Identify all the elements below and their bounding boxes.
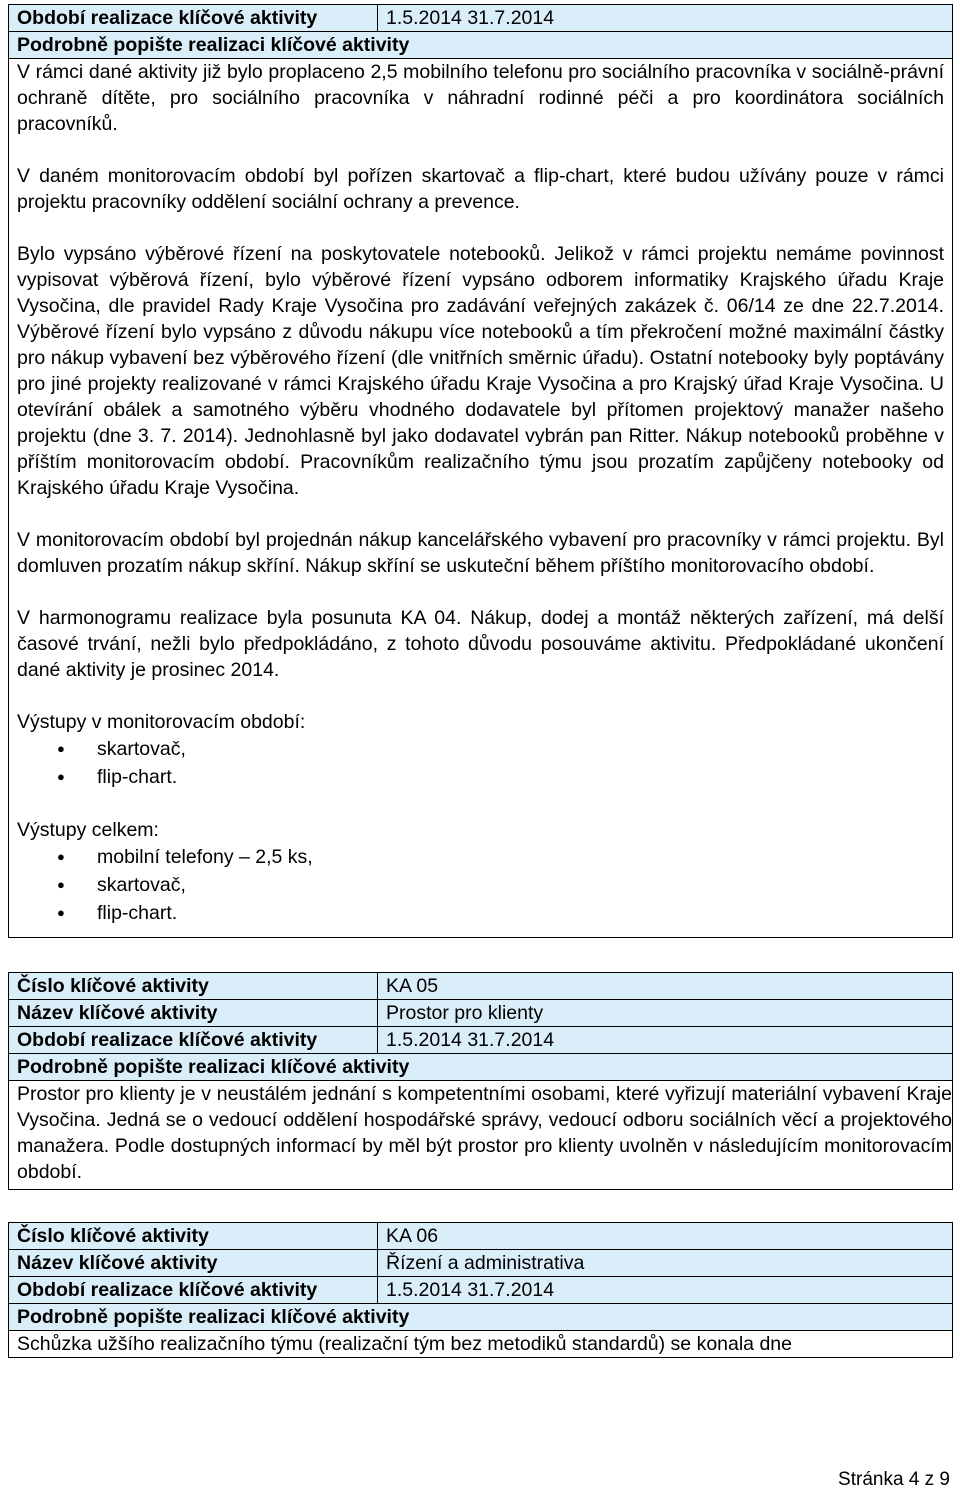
ka05-table [8,972,953,1190]
paragraph-3: Bylo vypsáno výběrové řízení na poskytovatele notebooků. Jelikož v rámci projektu nemáme povinnost vypisovat výběrová řízení, bylo výběrové řízení vypsáno odborem informatiky Krajského úřadu Kraje Vysočina, dle pravidel Rady Kraje Vysočina pro zadávání veřejných zakázek č. 06/14 ze dne 22.7.2014. Výběrové řízení bylo vypsáno z důvodu nákupu více notebooků a tím překročení možné maximální částky pro nákup vybavení bez výběrového řízení (dle vnitřních směrnic úřadu). Ostatní notebooky byly poptávány pro jiné projekty realizované v rámci Krajského úřadu Kraje Vysočina a pro Krajský úřad Kraje Vysočina. U otevírání obálek a samotného výběru vhodného dodavatele byl přítomen projektový manažer našeho projektu (dne 3. 7. 2014). Jednohlasně byl jako dodavatel vybrán pan Ritter. Nákup notebooků proběhne v příštím monitorovacím období. Pracovníkům realizačního týmu jsou prozatím zapůjčeny notebooky od Krajského úřadu Kraje Vysočina. [17,243,944,499]
paragraph-4: V monitorovacím období byl projednán nákup kancelářského vybavení pro pracovníky v rámci projektu. Byl domluven prozatím nákup skříní. Nákup skříní se uskuteční během příštího monitorovacího období. [17,529,944,577]
name-row [9,1000,953,1027]
ka06-table [8,1222,953,1358]
list-item: ● flip-chart. [97,899,944,927]
list-item: ● skartovač, [97,871,944,899]
number-label: Číslo klíčové aktivity [9,973,378,1000]
number-row [9,973,953,1000]
period-row [9,1027,953,1054]
paragraph-1: V rámci dané aktivity již bylo proplaceno 2,5 mobilního telefonu pro sociálního pracovníka v sociálně-právní ochraně dítěte, pro sociálního pracovníka v náhradní rodinné péči a pro koordinátora sociálních pracovníků. [17,61,944,135]
number-label: Číslo klíčové aktivity [9,1223,378,1250]
paragraph-5: V harmonogramu realizace byla posunuta KA 04. Nákup, dodej a montáž některých zařízení, má delší časové trvání, nežli bylo předpokládáno, z tohoto důvodu posouváme aktivitu. Předpokládané ukončení dané aktivity je prosinec 2014. [17,607,944,681]
name-row [9,1250,953,1277]
outputs-total-list [17,843,944,927]
period-label: Období realizace klíčové aktivity [9,5,378,32]
period-value: 1.5.2014 31.7.2014 [378,1027,953,1054]
paragraph-2: V daném monitorovacím období byl pořízen skartovač a flip-chart, které budou užívány pouze v rámci projektu pracovníky oddělení sociální ochrany a prevence. [17,165,944,213]
number-value: KA 05 [378,973,953,1000]
name-label: Název klíčové aktivity [9,1250,378,1277]
number-row [9,1223,953,1250]
list-item: ● flip-chart. [97,763,944,791]
description-cell [9,1331,953,1358]
list-item: ● mobilní telefony – 2,5 ks, [97,843,944,871]
describe-row [9,1304,953,1331]
period-row [9,5,953,32]
outputs-period-list [17,735,944,791]
description-cell [9,59,953,938]
outputs-total-heading: Výstupy celkem: [17,819,159,841]
period-value: 1.5.2014 31.7.2014 [378,5,953,32]
description-row [9,1331,953,1358]
outputs-period-heading: Výstupy v monitorovacím období: [17,711,306,733]
period-row [9,1277,953,1304]
describe-row [9,1054,953,1081]
description-cell [9,1081,953,1190]
page-number: Stránka 4 z 9 [838,1469,950,1490]
description-row [9,1081,953,1190]
list-item: ● skartovač, [97,735,944,763]
describe-label: Podrobně popište realizaci klíčové aktivity [9,1054,953,1081]
describe-label: Podrobně popište realizaci klíčové aktivity [9,1304,953,1331]
name-value: Řízení a administrativa [378,1250,953,1277]
description-row [9,59,953,938]
period-label: Období realizace klíčové aktivity [9,1277,378,1304]
number-value: KA 06 [378,1223,953,1250]
paragraph: Schůzka užšího realizačního týmu (realizační tým bez metodiků standardů) se konala dne [17,1333,792,1355]
name-value: Prostor pro klienty [378,1000,953,1027]
describe-row [9,32,953,59]
document-page [8,4,953,1358]
period-label: Období realizace klíčové aktivity [9,1027,378,1054]
ka04-table [8,4,953,938]
period-value: 1.5.2014 31.7.2014 [378,1277,953,1304]
describe-label: Podrobně popište realizaci klíčové aktivity [9,32,953,59]
paragraph: Prostor pro klienty je v neustálém jednání s kompetentními osobami, které vyřizují materiální vybavení Kraje Vysočina. Jedná se o vedoucí oddělení hospodářské správy, vedoucí odboru sociálních věcí a projektového manažera. Podle dostupných informací by měl být prostor pro klienty uvolněn v následujícím monitorovacím období. [17,1083,952,1183]
name-label: Název klíčové aktivity [9,1000,378,1027]
